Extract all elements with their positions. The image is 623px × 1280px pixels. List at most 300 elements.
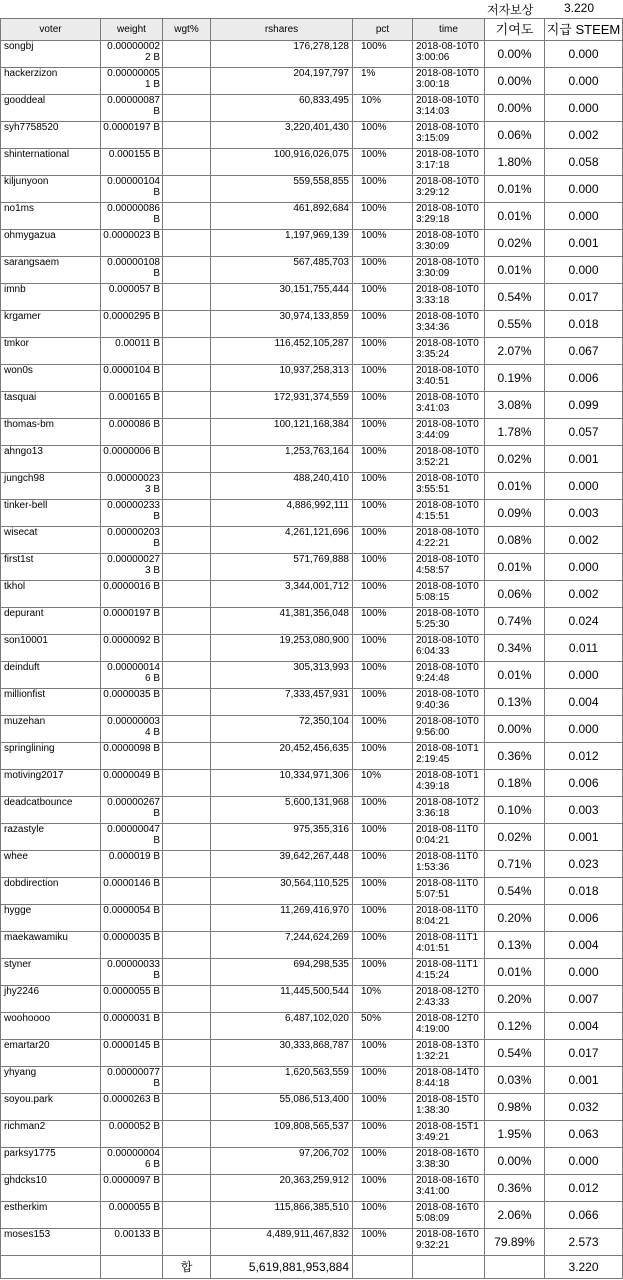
- contribution-cell: 0.10%: [485, 797, 545, 824]
- payout-cell: 0.004: [545, 1013, 623, 1040]
- table-row: [1, 203, 623, 230]
- payout-cell: 0.000: [545, 554, 623, 581]
- rshares-cell: 30,564,110,525: [211, 878, 353, 905]
- payout-cell: 0.001: [545, 446, 623, 473]
- voter-cell: krgamer: [1, 311, 101, 338]
- payout-cell: 0.000: [545, 41, 623, 68]
- wgt-pct-cell: [163, 851, 211, 878]
- voter-cell: styner: [1, 959, 101, 986]
- time-cell: 2018-08-10T23:36:18: [413, 797, 485, 824]
- contribution-cell: 0.01%: [485, 662, 545, 689]
- voter-cell: soyou.park: [1, 1094, 101, 1121]
- table-row: [1, 176, 623, 203]
- wgt-pct-cell: [163, 554, 211, 581]
- pct-cell: 100%: [353, 176, 413, 203]
- weight-cell: 0.0000092 B: [101, 635, 163, 662]
- payout-cell: 0.006: [545, 365, 623, 392]
- payout-cell: 0.004: [545, 932, 623, 959]
- wgt-pct-cell: [163, 446, 211, 473]
- pct-cell: 100%: [353, 257, 413, 284]
- contribution-cell: 0.03%: [485, 1067, 545, 1094]
- contribution-cell: 0.54%: [485, 878, 545, 905]
- voter-cell: whee: [1, 851, 101, 878]
- header-rshares: rshares: [211, 19, 353, 41]
- pct-cell: 100%: [353, 689, 413, 716]
- contribution-cell: 0.13%: [485, 932, 545, 959]
- rshares-cell: 4,886,992,111: [211, 500, 353, 527]
- contribution-cell: 0.02%: [485, 230, 545, 257]
- table-row: [1, 554, 623, 581]
- table-row: [1, 797, 623, 824]
- payout-cell: 0.003: [545, 797, 623, 824]
- wgt-pct-cell: [163, 608, 211, 635]
- pct-cell: 100%: [353, 149, 413, 176]
- voter-cell: muzehan: [1, 716, 101, 743]
- total-empty: [413, 1256, 485, 1279]
- wgt-pct-cell: [163, 797, 211, 824]
- contribution-cell: 0.00%: [485, 41, 545, 68]
- time-cell: 2018-08-16T03:41:00: [413, 1175, 485, 1202]
- payout-cell: 0.000: [545, 1148, 623, 1175]
- rshares-cell: 305,313,993: [211, 662, 353, 689]
- wgt-pct-cell: [163, 635, 211, 662]
- contribution-cell: 0.01%: [485, 203, 545, 230]
- rshares-cell: 100,121,168,384: [211, 419, 353, 446]
- contribution-cell: 0.01%: [485, 473, 545, 500]
- wgt-pct-cell: [163, 1094, 211, 1121]
- time-cell: 2018-08-10T03:55:51: [413, 473, 485, 500]
- payout-cell: 0.024: [545, 608, 623, 635]
- contribution-cell: 0.98%: [485, 1094, 545, 1121]
- pct-cell: 100%: [353, 716, 413, 743]
- table-row: [1, 419, 623, 446]
- wgt-pct-cell: [163, 95, 211, 122]
- payout-cell: 0.006: [545, 905, 623, 932]
- total-payout: 3.220: [545, 1256, 623, 1279]
- wgt-pct-cell: [163, 1175, 211, 1202]
- rshares-cell: 1,253,763,164: [211, 446, 353, 473]
- weight-cell: 0.00000033 B: [101, 959, 163, 986]
- time-cell: 2018-08-16T05:08:09: [413, 1202, 485, 1229]
- voter-cell: parksy1775: [1, 1148, 101, 1175]
- rshares-cell: 39,642,267,448: [211, 851, 353, 878]
- rshares-cell: 172,931,374,559: [211, 392, 353, 419]
- wgt-pct-cell: [163, 743, 211, 770]
- time-cell: 2018-08-11T14:15:24: [413, 959, 485, 986]
- payout-cell: 0.002: [545, 122, 623, 149]
- table-row: [1, 878, 623, 905]
- time-cell: 2018-08-10T03:44:09: [413, 419, 485, 446]
- weight-cell: 0.0000006 B: [101, 446, 163, 473]
- rshares-cell: 1,620,563,559: [211, 1067, 353, 1094]
- rshares-cell: 30,974,133,859: [211, 311, 353, 338]
- table-row: [1, 1013, 623, 1040]
- weight-cell: 0.000165 B: [101, 392, 163, 419]
- voter-cell: tinker-bell: [1, 500, 101, 527]
- header-time: time: [413, 19, 485, 41]
- weight-cell: 0.0000145 B: [101, 1040, 163, 1067]
- voter-cell: dobdirection: [1, 878, 101, 905]
- contribution-cell: 0.06%: [485, 581, 545, 608]
- pct-cell: 100%: [353, 851, 413, 878]
- wgt-pct-cell: [163, 365, 211, 392]
- table-row: [1, 743, 623, 770]
- weight-cell: 0.0000031 B: [101, 1013, 163, 1040]
- wgt-pct-cell: [163, 959, 211, 986]
- time-cell: 2018-08-11T14:01:51: [413, 932, 485, 959]
- pct-cell: 100%: [353, 959, 413, 986]
- pct-cell: 100%: [353, 1067, 413, 1094]
- weight-cell: 0.0000016 B: [101, 581, 163, 608]
- time-cell: 2018-08-10T03:40:51: [413, 365, 485, 392]
- voter-cell: estherkim: [1, 1202, 101, 1229]
- voter-cell: razastyle: [1, 824, 101, 851]
- weight-cell: 0.000057 B: [101, 284, 163, 311]
- table-row: [1, 905, 623, 932]
- weight-cell: 0.00000267 B: [101, 797, 163, 824]
- voter-cell: sarangsaem: [1, 257, 101, 284]
- wgt-pct-cell: [163, 581, 211, 608]
- contribution-cell: 0.54%: [485, 284, 545, 311]
- pct-cell: 100%: [353, 932, 413, 959]
- voter-cell: gooddeal: [1, 95, 101, 122]
- contribution-cell: 0.36%: [485, 1175, 545, 1202]
- rshares-cell: 30,151,755,444: [211, 284, 353, 311]
- payout-cell: 0.000: [545, 662, 623, 689]
- contribution-cell: 1.78%: [485, 419, 545, 446]
- pct-cell: 100%: [353, 311, 413, 338]
- time-cell: 2018-08-10T03:30:09: [413, 230, 485, 257]
- voter-cell: deinduft: [1, 662, 101, 689]
- time-cell: 2018-08-10T04:22:21: [413, 527, 485, 554]
- table-row: [1, 122, 623, 149]
- payout-cell: 0.001: [545, 1067, 623, 1094]
- weight-cell: 0.00000005 1 B: [101, 68, 163, 95]
- time-cell: 2018-08-12T04:19:00: [413, 1013, 485, 1040]
- time-cell: 2018-08-11T01:53:36: [413, 851, 485, 878]
- time-cell: 2018-08-10T03:00:18: [413, 68, 485, 95]
- time-cell: 2018-08-10T04:58:57: [413, 554, 485, 581]
- voter-cell: richman2: [1, 1121, 101, 1148]
- pct-cell: 100%: [353, 1202, 413, 1229]
- total-empty: [485, 1256, 545, 1279]
- voter-cell: tmkor: [1, 338, 101, 365]
- voter-cell: imnb: [1, 284, 101, 311]
- time-cell: 2018-08-16T09:32:21: [413, 1229, 485, 1256]
- contribution-cell: 0.01%: [485, 176, 545, 203]
- rshares-cell: 4,489,911,467,832: [211, 1229, 353, 1256]
- time-cell: 2018-08-10T04:15:51: [413, 500, 485, 527]
- wgt-pct-cell: [163, 527, 211, 554]
- voter-cell: hackerzizon: [1, 68, 101, 95]
- voter-cell: woohoooo: [1, 1013, 101, 1040]
- header-contribution: 기여도: [485, 19, 545, 41]
- pct-cell: 100%: [353, 41, 413, 68]
- pct-cell: 100%: [353, 554, 413, 581]
- contribution-cell: 0.20%: [485, 905, 545, 932]
- rshares-cell: 567,485,703: [211, 257, 353, 284]
- weight-cell: 0.0000197 B: [101, 608, 163, 635]
- table-row: [1, 635, 623, 662]
- wgt-pct-cell: [163, 311, 211, 338]
- contribution-cell: 0.36%: [485, 743, 545, 770]
- payout-cell: 0.023: [545, 851, 623, 878]
- time-cell: 2018-08-10T03:15:09: [413, 122, 485, 149]
- time-cell: 2018-08-10T09:56:00: [413, 716, 485, 743]
- header-voter: voter: [1, 19, 101, 41]
- contribution-cell: 0.18%: [485, 770, 545, 797]
- vote-table: [0, 18, 623, 1279]
- weight-cell: 0.0000295 B: [101, 311, 163, 338]
- table-row: [1, 473, 623, 500]
- table-row: [1, 1175, 623, 1202]
- table-row: [1, 662, 623, 689]
- rshares-cell: 6,487,102,020: [211, 1013, 353, 1040]
- rshares-cell: 10,334,971,306: [211, 770, 353, 797]
- pct-cell: 100%: [353, 203, 413, 230]
- table-row: [1, 500, 623, 527]
- table-row: [1, 932, 623, 959]
- weight-cell: 0.00133 B: [101, 1229, 163, 1256]
- weight-cell: 0.00000077 B: [101, 1067, 163, 1094]
- voter-cell: motiving2017: [1, 770, 101, 797]
- pct-cell: 100%: [353, 365, 413, 392]
- table-row: [1, 716, 623, 743]
- table-row: [1, 41, 623, 68]
- rshares-cell: 11,269,416,970: [211, 905, 353, 932]
- pct-cell: 100%: [353, 878, 413, 905]
- payout-cell: 0.001: [545, 824, 623, 851]
- weight-cell: 0.00000004 6 B: [101, 1148, 163, 1175]
- table-row: [1, 527, 623, 554]
- rshares-cell: 115,866,385,510: [211, 1202, 353, 1229]
- table-row: [1, 1229, 623, 1256]
- weight-cell: 0.0000054 B: [101, 905, 163, 932]
- table-row: [1, 284, 623, 311]
- rshares-cell: 41,381,356,048: [211, 608, 353, 635]
- pct-cell: 100%: [353, 419, 413, 446]
- weight-cell: 0.0000104 B: [101, 365, 163, 392]
- table-row: [1, 1040, 623, 1067]
- contribution-cell: 0.02%: [485, 824, 545, 851]
- table-row: [1, 581, 623, 608]
- rshares-cell: 60,833,495: [211, 95, 353, 122]
- pct-cell: 100%: [353, 527, 413, 554]
- time-cell: 2018-08-10T06:04:33: [413, 635, 485, 662]
- wgt-pct-cell: [163, 392, 211, 419]
- time-cell: 2018-08-10T03:30:09: [413, 257, 485, 284]
- contribution-cell: 79.89%: [485, 1229, 545, 1256]
- table-row: [1, 770, 623, 797]
- table-row: [1, 1094, 623, 1121]
- weight-cell: 0.0000035 B: [101, 932, 163, 959]
- pct-cell: 100%: [353, 797, 413, 824]
- wgt-pct-cell: [163, 230, 211, 257]
- payout-cell: 0.000: [545, 203, 623, 230]
- payout-cell: 0.066: [545, 1202, 623, 1229]
- payout-cell: 0.000: [545, 176, 623, 203]
- weight-cell: 0.00000233 B: [101, 500, 163, 527]
- header-pct: pct: [353, 19, 413, 41]
- table-row: [1, 149, 623, 176]
- payout-cell: 0.000: [545, 257, 623, 284]
- contribution-cell: 0.34%: [485, 635, 545, 662]
- wgt-pct-cell: [163, 1202, 211, 1229]
- payout-cell: 0.003: [545, 500, 623, 527]
- payout-cell: 0.011: [545, 635, 623, 662]
- pct-cell: 100%: [353, 824, 413, 851]
- weight-cell: 0.00000002 2 B: [101, 41, 163, 68]
- voter-cell: jhy2246: [1, 986, 101, 1013]
- wgt-pct-cell: [163, 1121, 211, 1148]
- voter-cell: ahngo13: [1, 446, 101, 473]
- table-row: [1, 230, 623, 257]
- voter-cell: ohmygazua: [1, 230, 101, 257]
- rshares-cell: 116,452,105,287: [211, 338, 353, 365]
- time-cell: 2018-08-10T03:33:18: [413, 284, 485, 311]
- payout-cell: 0.032: [545, 1094, 623, 1121]
- time-cell: 2018-08-10T03:35:24: [413, 338, 485, 365]
- rshares-cell: 7,244,624,269: [211, 932, 353, 959]
- pct-cell: 100%: [353, 662, 413, 689]
- time-cell: 2018-08-11T00:04:21: [413, 824, 485, 851]
- time-cell: 2018-08-11T08:04:21: [413, 905, 485, 932]
- pct-cell: 100%: [353, 230, 413, 257]
- weight-cell: 0.00000087 B: [101, 95, 163, 122]
- time-cell: 2018-08-16T03:38:30: [413, 1148, 485, 1175]
- rshares-cell: 7,333,457,931: [211, 689, 353, 716]
- rshares-cell: 55,086,513,400: [211, 1094, 353, 1121]
- contribution-cell: 0.01%: [485, 554, 545, 581]
- pct-cell: 10%: [353, 986, 413, 1013]
- voter-cell: wisecat: [1, 527, 101, 554]
- table-row: [1, 95, 623, 122]
- weight-cell: 0.00000086 B: [101, 203, 163, 230]
- weight-cell: 0.0000055 B: [101, 986, 163, 1013]
- pct-cell: 100%: [353, 608, 413, 635]
- payout-cell: 0.001: [545, 230, 623, 257]
- payout-cell: 0.000: [545, 716, 623, 743]
- contribution-cell: 0.00%: [485, 68, 545, 95]
- weight-cell: 0.0000035 B: [101, 689, 163, 716]
- table-row: [1, 1148, 623, 1175]
- payout-cell: 0.006: [545, 770, 623, 797]
- wgt-pct-cell: [163, 338, 211, 365]
- time-cell: 2018-08-15T13:49:21: [413, 1121, 485, 1148]
- payout-cell: 0.057: [545, 419, 623, 446]
- wgt-pct-cell: [163, 770, 211, 797]
- contribution-cell: 0.19%: [485, 365, 545, 392]
- rshares-cell: 3,220,401,430: [211, 122, 353, 149]
- time-cell: 2018-08-14T08:44:18: [413, 1067, 485, 1094]
- rshares-cell: 10,937,258,313: [211, 365, 353, 392]
- header-payout: 지급 STEEM: [545, 19, 623, 41]
- table-row: [1, 851, 623, 878]
- weight-cell: 0.0000098 B: [101, 743, 163, 770]
- voter-cell: millionfist: [1, 689, 101, 716]
- time-cell: 2018-08-10T03:41:03: [413, 392, 485, 419]
- contribution-cell: 1.80%: [485, 149, 545, 176]
- voter-cell: emartar20: [1, 1040, 101, 1067]
- wgt-pct-cell: [163, 149, 211, 176]
- payout-cell: 0.058: [545, 149, 623, 176]
- pct-cell: 100%: [353, 1040, 413, 1067]
- weight-cell: 0.000019 B: [101, 851, 163, 878]
- contribution-cell: 1.95%: [485, 1121, 545, 1148]
- author-reward-summary: [485, 0, 622, 18]
- payout-cell: 0.012: [545, 743, 623, 770]
- rshares-cell: 11,445,500,544: [211, 986, 353, 1013]
- rshares-cell: 1,197,969,139: [211, 230, 353, 257]
- time-cell: 2018-08-10T14:39:18: [413, 770, 485, 797]
- voter-cell: kiljunyoon: [1, 176, 101, 203]
- payout-cell: 0.067: [545, 338, 623, 365]
- wgt-pct-cell: [163, 986, 211, 1013]
- table-row: [1, 959, 623, 986]
- voter-cell: songbj: [1, 41, 101, 68]
- weight-cell: 0.0000049 B: [101, 770, 163, 797]
- wgt-pct-cell: [163, 41, 211, 68]
- weight-cell: 0.0000023 B: [101, 230, 163, 257]
- time-cell: 2018-08-10T05:25:30: [413, 608, 485, 635]
- pct-cell: 100%: [353, 392, 413, 419]
- author-reward-label: 저자보상: [487, 3, 534, 17]
- total-empty: [1, 1256, 101, 1279]
- table-row: [1, 392, 623, 419]
- time-cell: 2018-08-10T12:19:45: [413, 743, 485, 770]
- pct-cell: 100%: [353, 1121, 413, 1148]
- voter-cell: depurant: [1, 608, 101, 635]
- pct-cell: 100%: [353, 446, 413, 473]
- payout-cell: 0.002: [545, 527, 623, 554]
- contribution-cell: 0.20%: [485, 986, 545, 1013]
- time-cell: 2018-08-10T03:52:21: [413, 446, 485, 473]
- wgt-pct-cell: [163, 68, 211, 95]
- contribution-cell: 2.06%: [485, 1202, 545, 1229]
- contribution-cell: 0.00%: [485, 716, 545, 743]
- table-row: [1, 257, 623, 284]
- payout-cell: 0.018: [545, 311, 623, 338]
- table-row: [1, 689, 623, 716]
- time-cell: 2018-08-10T05:08:15: [413, 581, 485, 608]
- table-row: [1, 824, 623, 851]
- pct-cell: 100%: [353, 338, 413, 365]
- weight-cell: 0.00000027 3 B: [101, 554, 163, 581]
- contribution-cell: 0.01%: [485, 959, 545, 986]
- weight-cell: 0.00000203 B: [101, 527, 163, 554]
- contribution-cell: 0.13%: [485, 689, 545, 716]
- rshares-cell: 4,261,121,696: [211, 527, 353, 554]
- wgt-pct-cell: [163, 662, 211, 689]
- pct-cell: 100%: [353, 473, 413, 500]
- wgt-pct-cell: [163, 257, 211, 284]
- contribution-cell: 3.08%: [485, 392, 545, 419]
- weight-cell: 0.00000104 B: [101, 176, 163, 203]
- voter-cell: son10001: [1, 635, 101, 662]
- wgt-pct-cell: [163, 122, 211, 149]
- voter-cell: ghdcks10: [1, 1175, 101, 1202]
- rshares-cell: 20,452,456,635: [211, 743, 353, 770]
- contribution-cell: 2.07%: [485, 338, 545, 365]
- total-empty: [353, 1256, 413, 1279]
- contribution-cell: 0.06%: [485, 122, 545, 149]
- table-row: [1, 446, 623, 473]
- wgt-pct-cell: [163, 1067, 211, 1094]
- payout-cell: 0.004: [545, 689, 623, 716]
- voter-cell: tasquai: [1, 392, 101, 419]
- wgt-pct-cell: [163, 284, 211, 311]
- voter-cell: hygge: [1, 905, 101, 932]
